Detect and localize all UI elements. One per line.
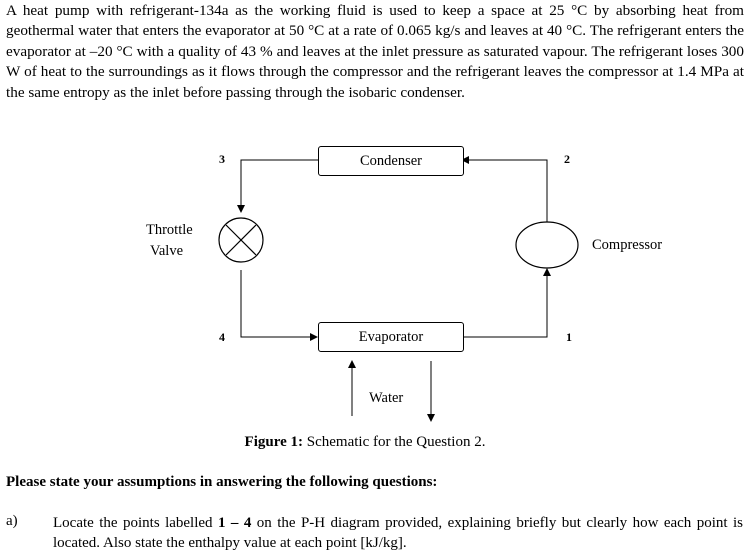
evaporator-label: Evaporator — [358, 328, 424, 345]
evaporator-box — [318, 322, 464, 352]
line-3-condenser — [241, 160, 318, 211]
line-1-compressor — [463, 269, 547, 337]
problem-statement: A heat pump with refrigerant-134a as the working fluid is used to keep a space at 25 °C by absorbing heat from geothermal water that enters the evaporator at 50 °C at a rate of 0.065 kg/s and leaves at 40 °C. The refrigerant enters the evaporator at –20 °C with a quality of 43 % and leaves at the inlet pressure as saturated vapour. The refrigerant loses 300 W of heat to the surroundings as it flows through the compressor and the refrigerant leaves the compressor at 1.4 MPa at the same entropy as the inlet before passing through the isobaric condenser. — [6, 2, 744, 101]
point-label-1: 1 — [566, 330, 572, 344]
question-a-part1: Locate the points labelled — [53, 515, 218, 531]
water-label: Water — [369, 390, 404, 406]
throttle-label-line2: Valve — [150, 243, 184, 259]
question-a-part2: on the P-H diagram provided, explaining briefly but clearly how each point is located. Also state the enthalpy value at each point [kJ/kg]. — [53, 515, 743, 551]
condenser-box — [318, 146, 464, 176]
compressor-label: Compressor — [592, 237, 663, 253]
line-2-condenser — [462, 160, 547, 223]
assumptions-heading: Please state your assumptions in answering the following questions: — [6, 474, 438, 490]
point-label-3: 3 — [219, 152, 225, 166]
point-label-4: 4 — [219, 330, 225, 344]
question-a-letter: a) — [6, 513, 18, 529]
question-a-text — [53, 513, 743, 553]
throttle-label-line1: Throttle — [146, 222, 193, 238]
figure-caption — [0, 434, 730, 451]
condenser-label: Condenser — [359, 152, 422, 169]
question-a-points: 1 – 4 — [217, 515, 252, 531]
line-4-evaporator — [241, 270, 317, 337]
caption-bold: Figure 1: — [244, 434, 303, 450]
compressor-icon — [516, 222, 578, 268]
caption-text: Schematic for the Question 2. — [303, 434, 486, 450]
throttle-valve-icon — [219, 218, 263, 262]
point-label-2: 2 — [564, 152, 570, 166]
